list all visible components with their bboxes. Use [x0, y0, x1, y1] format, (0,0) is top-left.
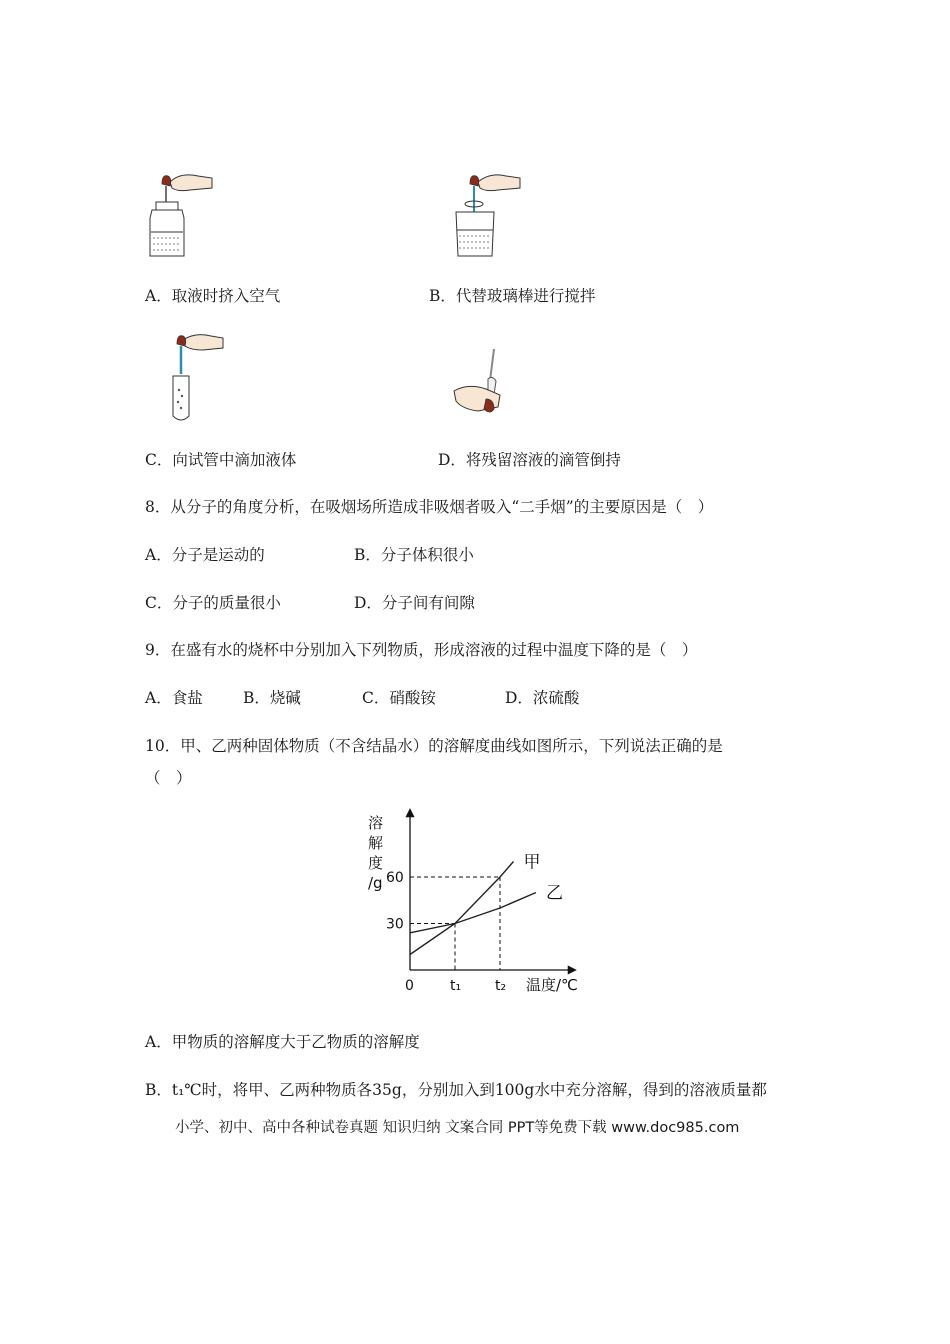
y-tick-label-1: 60 — [386, 870, 404, 886]
y-axis-label-4: /g — [368, 874, 383, 892]
series-label-0: 甲 — [523, 852, 541, 873]
q8-option-a: A．分子是运动的 — [145, 546, 265, 564]
series-line-1 — [410, 893, 536, 933]
q9-option-c: C．硝酸铵 — [362, 689, 436, 707]
q8-option-d: D．分子间有间隙 — [354, 594, 475, 612]
q7-option-a: A．取液时挤入空气 — [145, 287, 281, 305]
figure-c-dropper-test-tube — [165, 330, 235, 425]
q9-option-d: D．浓硫酸 — [505, 689, 580, 707]
q10-option-a: A．甲物质的溶解度大于乙物质的溶解度 — [145, 1033, 420, 1051]
q9-option-a: A．食盐 — [145, 689, 203, 707]
y-axis-label-3: 度 — [368, 854, 384, 872]
y-tick-label-0: 30 — [386, 916, 404, 933]
y-axis-label-1: 溶 — [368, 814, 384, 832]
q8-option-c: C．分子的质量很小 — [145, 594, 281, 612]
q7-option-c: C．向试管中滴加液体 — [145, 451, 297, 469]
footer-banner: 小学、初中、高中各种试卷真题 知识归纳 文案合同 PPT等免费下载 www.doc985.com — [175, 1120, 740, 1136]
figure-a-dropper-bottle — [140, 170, 220, 260]
q10-option-b: B．t₁℃时，将甲、乙两种物质各35g，分别加入到100g水中充分溶解，得到的溶液质量都 — [145, 1081, 767, 1099]
solubility-chart — [360, 805, 600, 1000]
q8-option-b: B．分子体积很小 — [354, 546, 474, 564]
q10-stem-line1: 10．甲、乙两种固体物质（不含结晶水）的溶解度曲线如图所示，下列说法正确的是 — [145, 737, 723, 755]
y-axis-label-2: 解 — [368, 834, 384, 852]
x-tick-label-0: 0 — [405, 978, 414, 994]
q9-option-b: B．烧碱 — [243, 689, 301, 707]
x-axis-label: 温度/℃ — [526, 976, 578, 994]
q9-stem: 9．在盛有水的烧杯中分别加入下列物质，形成溶液的过程中温度下降的是（ ） — [145, 641, 698, 659]
q10-stem-line2: （ ） — [145, 769, 192, 787]
x-tick-label-1: t₁ — [450, 978, 462, 994]
q7-option-b: B．代替玻璃棒进行搅拌 — [429, 287, 596, 305]
x-tick-label-2: t₂ — [495, 978, 507, 994]
figure-d-inverted-dropper — [448, 345, 518, 420]
figure-b-dropper-beaker — [450, 170, 530, 260]
q8-stem: 8．从分子的角度分析，在吸烟场所造成非吸烟者吸入“二手烟”的主要原因是（ ） — [145, 498, 714, 516]
series-label-1: 乙 — [546, 883, 563, 904]
q7-option-d: D．将残留溶液的滴管倒持 — [438, 451, 621, 469]
